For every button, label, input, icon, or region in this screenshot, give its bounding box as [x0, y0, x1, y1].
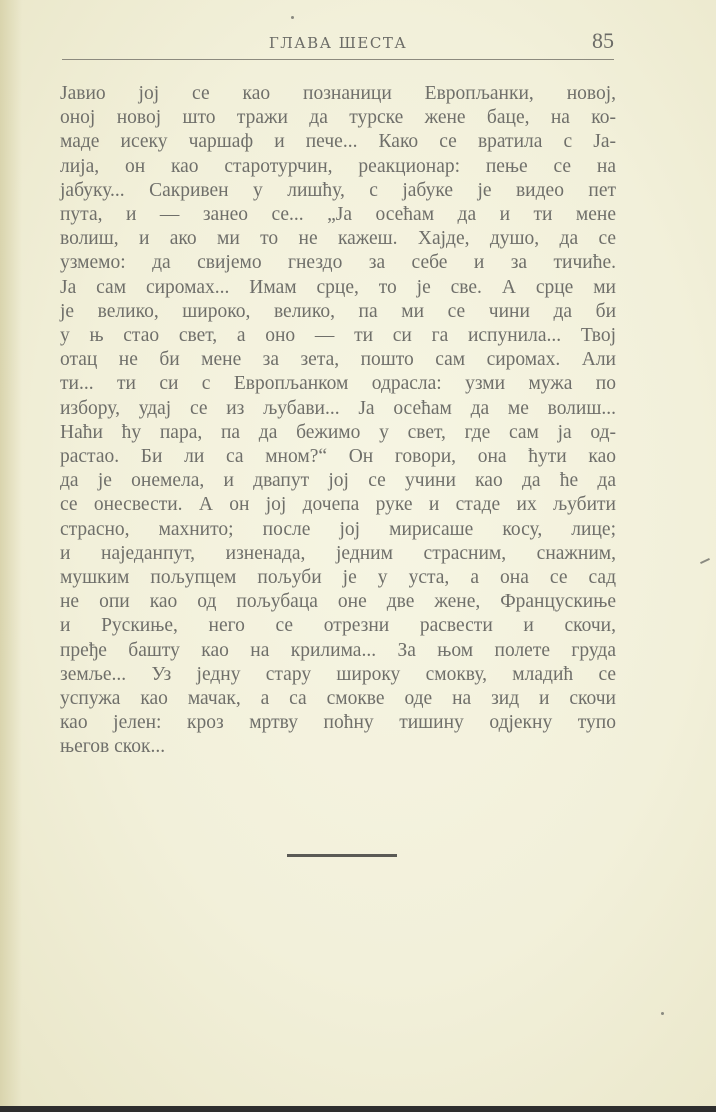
- text-line: земље... Уз једну стару широку смокву, младић се: [60, 663, 616, 685]
- text-line: отац не би мене за зета, пошто сам сиромах. Али: [60, 349, 616, 371]
- page-bottom-edge: [0, 1106, 716, 1112]
- text-line: не опи као од пољубаца оне две жене, Францускиње: [60, 591, 616, 613]
- text-line: је велико, широко, велико, па ми се чини да би: [60, 300, 616, 322]
- page-header: [62, 26, 614, 60]
- paper-speck: [661, 1012, 664, 1015]
- body-text: [60, 82, 616, 760]
- text-line: да је онемела, и двапут јој се учини као да ће да: [60, 470, 616, 492]
- text-line: растао. Би ли са мном?“ Он говори, она ћути као: [60, 446, 616, 468]
- text-line: лија, он као старотурчин, реакционар: пење се на: [60, 155, 616, 177]
- margin-mark: [700, 558, 710, 564]
- section-end-rule: [287, 854, 397, 857]
- text-line: и наједанпут, изненада, једним страсним, снажним,: [60, 542, 616, 564]
- text-line: јабуку... Сакривен у лишћу, с јабуке је видео пет: [60, 179, 616, 201]
- text-line: Јавио јој се као познаници Европљанки, новој,: [60, 83, 616, 104]
- text-line: као јелен: кроз мртву поћну тишину одјекну тупо: [60, 712, 616, 734]
- header-rule: [62, 59, 614, 60]
- page-number: 85: [592, 28, 614, 53]
- text-line: у њ стао свет, а оно — ти си га испунила... Твој: [60, 325, 616, 347]
- text-line: ти... ти си с Европљанком одрасла: узми мужа по: [60, 373, 616, 395]
- text-line: и Рускиње, него се отрезни расвести и скочи,: [60, 615, 616, 637]
- text-line: Ја сам сиромах... Имам срце, то је све. А срце ми: [60, 276, 616, 298]
- text-line-last: његов скок...: [60, 736, 166, 758]
- text-line: избору, удај се из љубави... Ја осећам да ме волиш...: [60, 397, 616, 419]
- text-line: пута, и — занео се... „Ја осећам да и ти мене: [60, 204, 616, 226]
- text-line: оној новој што тражи да турске жене баце, на ко-: [60, 107, 616, 129]
- running-head: ГЛАВА ШЕСТА: [268, 34, 408, 52]
- paper-speck: [291, 16, 294, 19]
- text-line: пређе башту као на крилима... За њом полете груда: [60, 639, 616, 661]
- text-line: маде исеку чаршаф и пече... Како се вратила с Ја-: [60, 131, 616, 153]
- text-line: мушким пољупцем пољуби је у уста, а она се сад: [60, 567, 616, 589]
- text-line: узмемо: да свијемо гнездо за себе и за тичиће.: [60, 252, 616, 274]
- text-line: успужа као мачак, а са смокве оде на зид и скочи: [60, 688, 616, 710]
- text-line: волиш, и ако ми то не кажеш. Хајде, душо, да се: [60, 228, 616, 250]
- binding-shadow: [0, 0, 22, 1112]
- text-line: страсно, махнито; после јој мирисаше косу, лице;: [60, 518, 616, 540]
- text-line: Наћи ћу пара, па да бежимо у свет, где сам ја од-: [60, 421, 616, 443]
- text-line: се онесвести. А он јој дочепа руке и стаде их љубити: [60, 494, 616, 516]
